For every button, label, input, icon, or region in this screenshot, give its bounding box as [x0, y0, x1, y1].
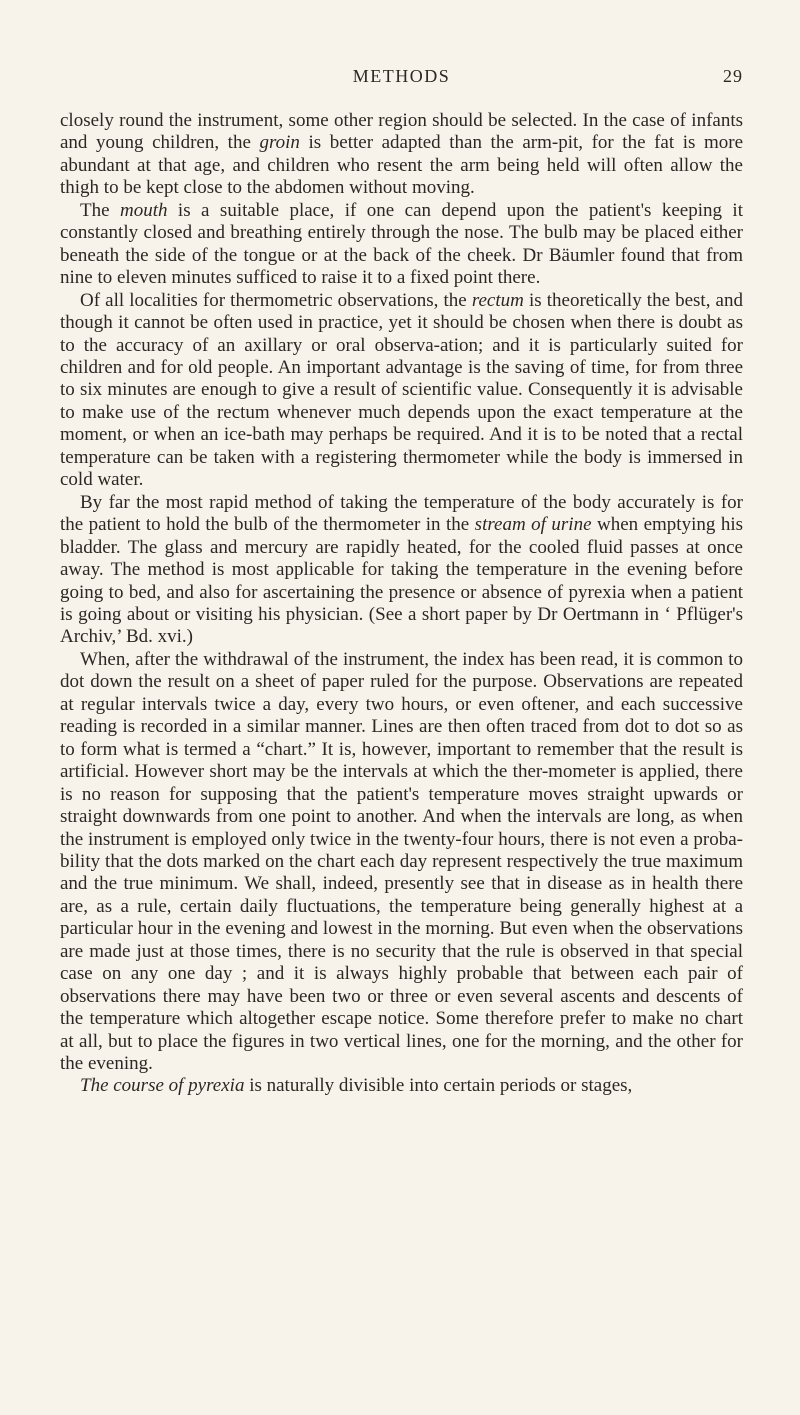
italic-phrase: The course of pyrexia [80, 1075, 245, 1097]
italic-phrase: mouth [119, 199, 168, 221]
page-number: 29 [723, 66, 743, 86]
paragraph-1: closely round the instrument, some other region should be selected. In the case of infants and young children, the groin is better adapted than the arm-pit, for the fat is more abundant at that age, and children who resent the arm being held will often allow the thigh to be kept close to the abdomen without moving. [60, 110, 744, 199]
italic-phrase: groin [259, 132, 300, 154]
page-header [60, 66, 743, 92]
paragraph-2: The mouth is a suitable place, if one can depend upon the patient's keeping it constantly closed and breathing entirely through the nose. The bulb may be placed either beneath the side of the tongue or at the back of the cheek. Dr Bäumler found that from nine to eleven minutes sufficed to raise it to a fixed point there. [60, 199, 743, 289]
italic-phrase: stream of urine [474, 514, 592, 536]
body-text [60, 110, 743, 1098]
running-head: METHODS [352, 66, 451, 86]
paragraph-4: By far the most rapid method of taking the temperature of the body accurately is for the patient to hold the bulb of the thermometer in the stream of urine when emptying his bladder. The glass and mercury are rapidly heated, for the cooled fluid passes at once away. The method is most applicable for taking the temperature in the evening before going to bed, and also for ascertaining the presence or absence of pyrexia when a patient is going about or visiting his physician. (See a short paper by Dr Oertmann in ‘ Pflüger's Archiv,’ Bd. xvi.) [60, 491, 744, 648]
paragraph-3: Of all localities for thermometric observations, the rectum is theoretically the best, and though it cannot be often used in practice, yet it should be chosen when there is doubt as to the accuracy of an axillary or oral observa-ation; and it is particularly suited for children and for old people. An important advantage is the saving of time, for from three to six minutes are enough to give a result of scientific value. Consequently it is advisable to make use of the rectum whenever much depends upon the exact temperature at the moment, or when an ice-bath may perhaps be required. And it is to be noted that a rectal temperature can be taken with a registering thermometer while the body is immersed in cold water. [60, 289, 743, 491]
paragraph-5: When, after the withdrawal of the instrument, the index has been read, it is common to dot down the result on a sheet of paper ruled for the purpose. Observations are repeated at regular intervals twice a day, every two hours, or even oftener, and each successive reading is recorded in a similar manner. Lines are then often traced from dot to dot so as to form what is termed a “chart.” It is, however, important to remember that the result is artificial. However short may be the intervals at which the ther-mometer is applied, there is no reason for supposing that the patient's temperature moves straight upwards or straight downwards from one point to another. And when the intervals are long, as when the instrument is employed only twice in the twenty-four hours, there is not even a proba-bility that the dots marked on the chart each day represent respectively the true maximum and the true minimum. We shall, indeed, presently see that in disease as in health there are, as a rule, certain daily fluctuations, the temperature being generally highest at a particular hour in the evening and lowest in the morning. But even when the observations are made just at those times, there is no security that the rule is observed in that special case on any one day ; and it is always highly probable that between each pair of observations there may have been two or three or even several ascents and descents of the temperature which altogether escape notice. Some therefore prefer to make no chart at all, but to place the figures in two vertical lines, one for the morning, and the other for the evening. [60, 648, 743, 1075]
paragraph-6: The course of pyrexia is naturally divisible into certain periods or stages, [80, 1075, 633, 1097]
italic-phrase: rectum [471, 289, 524, 311]
